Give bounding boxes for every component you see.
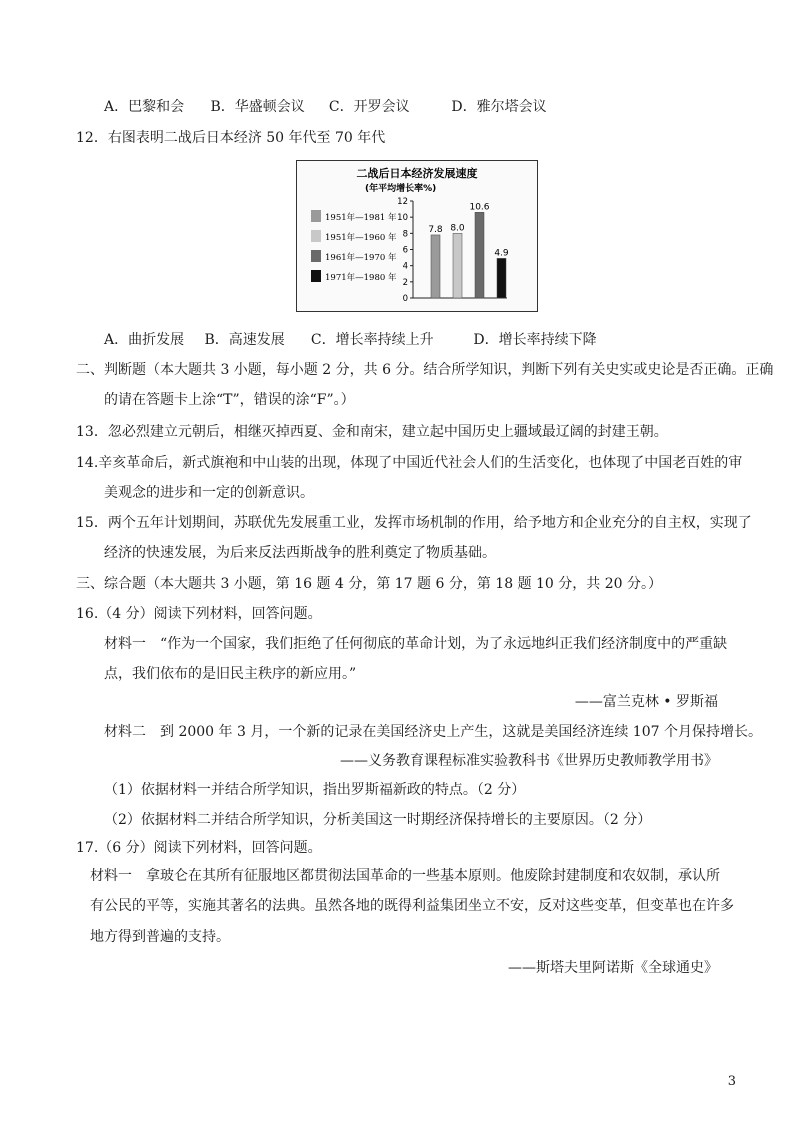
- q17-material1-line1: 材料一 拿玻仑在其所有征服地区都贯彻法国革命的一些基本原则。他废除封建制度和农奴制，承认所: [90, 868, 720, 884]
- bar-value-label: 8.0: [450, 223, 465, 234]
- page-number: 3: [727, 1074, 736, 1089]
- q16-subquestion1: （1）依据材料一并结合所学知识，指出罗斯福新政的特点。（2 分）: [104, 782, 526, 798]
- legend-label: 1951年—1981 年: [325, 213, 397, 223]
- bar: [431, 235, 440, 298]
- q16-stem: 16.（4 分）阅读下列材料，回答问题。: [76, 606, 322, 622]
- q12-option-d: D．增长率持续下降: [473, 332, 597, 348]
- q16-material2: 材料二 到 2000 年 3 月，一个新的记录在美国经济史上产生，这就是美国经济连续 107 个月保持增长。: [104, 724, 762, 740]
- bar-value-label: 7.8: [428, 224, 443, 235]
- q17-material1-source: ——斯塔夫里阿诺斯《全球通史》: [508, 960, 718, 976]
- bar-value-label: 4.9: [494, 248, 509, 259]
- q16-material2-source: ——义务教育课程标准实验教科书《世界历史教师教学用书》: [340, 753, 718, 769]
- q17-material1-line2: 有公民的平等，实施其著名的法典。虽然各地的既得利益集团坐立不安，反对这些变革，但变革也在许多: [90, 898, 734, 914]
- q16-subquestion2: （2）依据材料二并结合所学知识，分析美国这一时期经济保持增长的主要原因。（2 分）: [104, 812, 652, 828]
- bar: [453, 233, 462, 298]
- chart-title: 二战后日本经济发展速度: [356, 167, 478, 180]
- y-tick-label: 10: [397, 213, 408, 224]
- q12-stem: 12．右图表明二战后日本经济 50 年代至 70 年代: [76, 130, 386, 146]
- legend-swatch: [311, 230, 321, 242]
- bar-value-label: 10.6: [469, 202, 490, 213]
- section2-heading-line2: 的请在答题卡上涂“T”，错误的涂“F”。）: [104, 392, 355, 408]
- bar: [475, 212, 484, 298]
- q11-option-c: C．开罗会议: [328, 99, 410, 115]
- y-tick-label: 0: [402, 294, 408, 304]
- q17-stem: 17.（6 分）阅读下列材料，回答问题。: [76, 840, 322, 856]
- section3-heading: 三、综合题（本大题共 3 小题，第 16 题 4 分，第 17 题 6 分，第 18 题 10 分，共 20 分。）: [76, 576, 662, 592]
- legend-swatch: [311, 270, 321, 282]
- chart-subtitle: (年平均增长率%): [365, 184, 437, 194]
- q12-option-a: A．曲折发展: [104, 332, 185, 348]
- legend-swatch: [311, 210, 321, 222]
- q16-material1-line1: 材料一 “作为一个国家，我们拒绝了任何彻底的革命计划，为了永远地纠正我们经济制度中的严重缺: [104, 636, 728, 652]
- q17-material1-line3: 地方得到普遍的支持。: [90, 929, 230, 945]
- q11-option-a: A．巴黎和会: [104, 99, 185, 115]
- y-tick-label: 2: [402, 277, 408, 288]
- q13-text: 13．忽必烈建立元朝后，相继灭掉西夏、金和南宋，建立起中国历史上疆域最辽阔的封建王朝。: [76, 424, 668, 440]
- economy-chart: [296, 160, 538, 312]
- y-tick-label: 6: [402, 245, 408, 256]
- q15-line2: 经济的快速发展，为后来反法西斯战争的胜利奠定了物质基础。: [104, 545, 496, 561]
- y-tick-label: 8: [402, 229, 408, 240]
- legend-swatch: [311, 250, 321, 262]
- section2-heading-line1: 二、判断题（本大题共 3 小题，每小题 2 分，共 6 分。结合所学知识，判断下列有关史实或史论是否正确。正确: [76, 362, 774, 378]
- legend-label: 1951年—1960 年: [325, 233, 397, 243]
- bar: [497, 258, 506, 298]
- q14-line1: 14.辛亥革命后，新式旗袍和中山装的出现，体现了中国近代社会人们的生活变化，也体现了中国老百姓的审: [76, 455, 743, 471]
- q16-material1-line2: 点，我们依布的是旧民主秩序的新应用。”: [104, 666, 357, 682]
- legend-label: 1971年—1980 年: [325, 273, 397, 283]
- q12-options: [104, 330, 597, 350]
- q11-option-d: D．雅尔塔会议: [451, 99, 547, 115]
- q12-option-b: B．高速发展: [204, 332, 285, 348]
- q16-material1-source: ——富兰克林 • 罗斯福: [574, 694, 718, 710]
- q11-options: [104, 97, 547, 117]
- q14-line2: 美观念的进步和一定的创新意识。: [104, 485, 314, 501]
- q12-option-c: C．增长率持续上升: [310, 332, 434, 348]
- y-tick-label: 12: [397, 197, 408, 207]
- q15-line1: 15．两个五年计划期间，苏联优先发展重工业，发挥市场机制的作用，给予地方和企业充分的自主权，实现了: [76, 515, 752, 531]
- legend-label: 1961年—1970 年: [325, 253, 397, 263]
- q11-option-b: B．华盛顿会议: [210, 99, 305, 115]
- economy-chart-svg: [297, 161, 537, 311]
- y-tick-label: 4: [402, 261, 408, 272]
